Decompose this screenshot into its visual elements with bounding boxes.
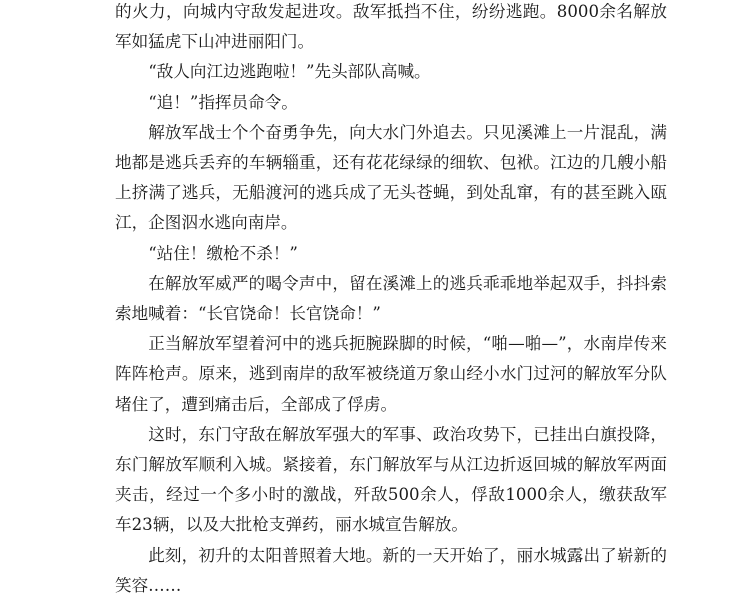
paragraph-6: 在解放军威严的喝令声中，留在溪滩上的逃兵乖乖地举起双手，抖抖索索地喊着：“长官饶命！长官饶命！”	[115, 273, 667, 324]
paragraph-4: 解放军战士个个奋勇争先，向大水门外追去。只见溪滩上一片混乱，满地都是逃兵丢弃的车辆辎重，还有花花绿绿的细软、包袱。江边的几艘小船上挤满了逃兵，无船渡河的逃兵成了无头苍蝇，到处乱窜，有的甚至跳入瓯江，企图泅水逃向南岸。	[115, 122, 667, 233]
paragraph-8: 这时，东门守敌在解放军强大的军事、政治攻势下，已挂出白旗投降，东门解放军顺利入城。紧接着，东门解放军与从江边折返回城的解放军两面夹击，经过一个多小时的激战，歼敌500余人，俘敌1000余人，缴获敌军车23辆，以及大批枪支弹药，丽水城宣告解放。	[115, 424, 667, 535]
paragraph-5: “站住！缴枪不杀！”	[148, 243, 298, 263]
paragraph-1: 的火力，向城内守敌发起进攻。敌军抵挡不住，纷纷逃跑。8000余名解放军如猛虎下山冲进丽阳门。	[115, 2, 667, 52]
body-text	[115, 0, 667, 601]
paragraph-3: “追！”指挥员命令。	[148, 92, 298, 112]
paragraph-7: 正当解放军望着河中的逃兵扼腕跺脚的时候，“啪—啪—”，水南岸传来阵阵枪声。原来，逃到南岸的敌军被绕道万象山经小水门过河的解放军分队堵住了，遭到痛击后，全部成了俘虏。	[115, 334, 667, 414]
paragraph-2: “敌人向江边逃跑啦！”先头部队高喊。	[148, 62, 431, 82]
paragraph-9: 此刻，初升的太阳普照着大地。新的一天开始了，丽水城露出了崭新的笑容……	[115, 545, 667, 595]
